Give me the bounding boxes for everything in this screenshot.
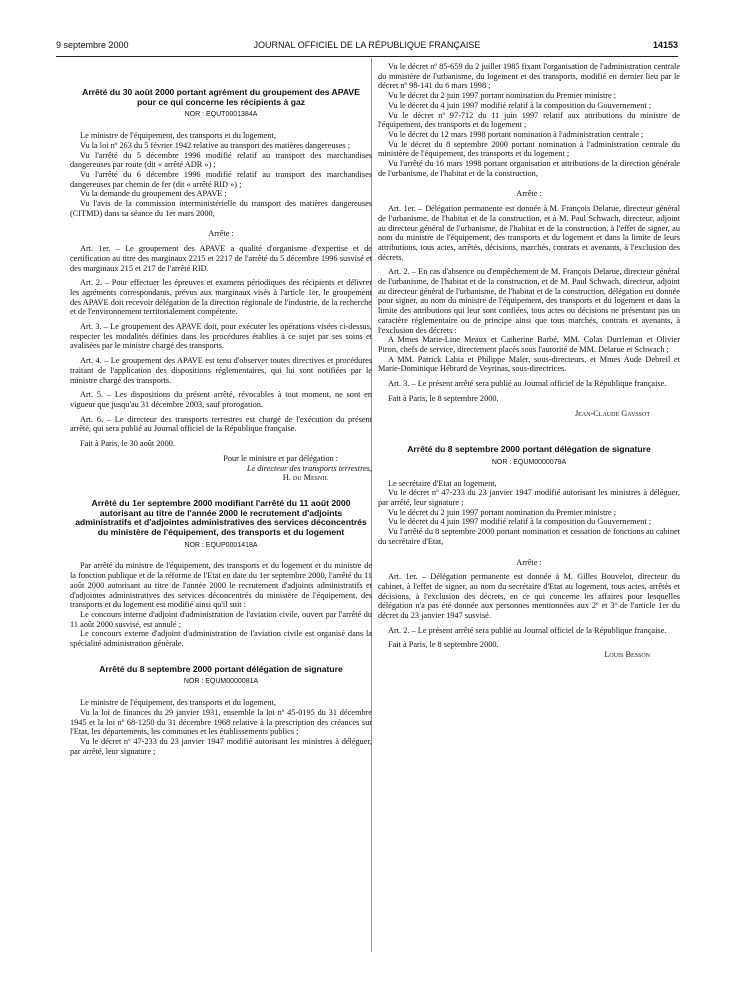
- signature-name: H. du Mesnil: [282, 473, 328, 483]
- paragraph: Par arrêté du ministre de l'équipement, des transports et du logement et du ministre de la fonction publique et de la réforme de l'Etat en date du 1er septembre 2000, l'arrêté du 11 août 2000 autorisant au titre de l'année 2000 le recrutement d'adjoints administratifs et d'adjointes administratives des services déconcentrés du ministère de l'équipement, des transports et du logement est modifié ainsi qu'il suit :: [70, 561, 372, 610]
- paragraph: Vu le décret du 12 mars 1998 portant nomination à l'administration centrale ;: [388, 129, 644, 139]
- fait-line: Fait à Paris, le 8 septembre 2000.: [388, 640, 499, 650]
- nor-reference: NOR : EQUT0001384A: [184, 111, 258, 119]
- article-paragraph: Art. 2. – Le présent arrêté sera publié au Journal officiel de la République française.: [388, 625, 667, 635]
- paragraph: Vu le décret nº 47-233 du 23 janvier 1947 modifié autorisant les ministres à déléguer, par arrêté, leur signature ;: [378, 488, 680, 508]
- paragraph: Vu l'arrêté du 5 décembre 1996 modifié relatif au transport des marchandises dangereuses par route (dit « arrêté ADR ») ;: [70, 150, 372, 170]
- article-title: Arrêté du 30 août 2000 portant agrément du groupement des APAVE pour ce qui concerne les récipients à gaz: [82, 87, 360, 107]
- article-paragraph: Art. 1er. – Délégation permanente est donnée à M. Gilles Bouvelot, directeur du cabinet, à l'effet de signer, au nom du secrétaire d'Etat au logement, tous actes, arrêtés et décisions, à l'exclusion des décrets, en ce qui concerne les affaires pour lesquelles délégation n'a pas été donnée aux personnes mentionnées aux 2º et 3º de l'article 1er du décret du 23 janvier 1947 susvisé.: [378, 572, 680, 621]
- article-paragraph: Art. 1er. – Le groupement des APAVE a qualité d'organisme d'expertise et de certification au titre des marginaux 2215 et 2217 de l'arrêté du 5 décembre 1996 susvisé et des marginaux 215 et 217 de l'arrêté RID.: [70, 244, 372, 273]
- arrete-label: Arrête :: [516, 557, 542, 567]
- signature-role: Le directeur des transports terrestres,: [246, 463, 372, 473]
- paragraph: Vu l'arrêté du 16 mars 1998 portant organisation et attributions de la direction générale de l'urbanisme, de l'habitat et de la construction,: [378, 159, 680, 178]
- article-paragraph: Art. 5. – Les dispositions du présent arrêté, révocables à tout moment, ne sont en vigueur que jusqu'au 31 décembre 2003, sauf prorogation.: [70, 390, 372, 409]
- paragraph: Vu le décret du 2 juin 1997 portant nomination du Premier ministre ;: [388, 507, 617, 517]
- left-column: [70, 88, 372, 756]
- header-date: 9 septembre 2000: [56, 40, 129, 50]
- right-column: [378, 62, 680, 660]
- paragraph: Vu la loi de finances du 29 janvier 1931, ensemble la loi nº 45-0195 du 31 décembre 1945 et la loi nº 68-1250 du 31 décembre 1968 relative à la prescription des créances sur l'Etat, les départements, les communes et les établissements publics ;: [70, 707, 372, 737]
- paragraph: Le secrétaire d'Etat au logement,: [388, 478, 497, 488]
- paragraph: Vu la demande du groupement des APAVE ;: [80, 189, 227, 199]
- paragraph: A MM. Patrick Labia et Philippe Maler, sous-directeurs, et Mmes Aude Debreil et Marie-Dominique Hébrard de Veyrinas, sous-directrices.: [378, 354, 680, 374]
- paragraph: Vu l'avis de la commission interministérielle du transport des matières dangereuses (CITMD) dans sa séance du 1er mars 2000,: [70, 199, 372, 218]
- signature-line: Pour le ministre et par délégation :: [223, 453, 338, 463]
- paragraph: Vu l'arrêté du 6 décembre 1996 modifié relatif au transport des marchandises dangereuses par chemin de fer (dit « arrêté RID ») ;: [70, 169, 372, 189]
- fait-line: Fait à Paris, le 30 août 2000.: [80, 439, 175, 449]
- signature-name: Louis Besson: [604, 650, 650, 660]
- fait-line: Fait à Paris, le 8 septembre 2000.: [388, 393, 499, 403]
- article-paragraph: Art. 3. – Le groupement des APAVE doit, pour exécuter les opérations visées ci-dessus, respecter les modalités définies dans les procédures établies à ce sujet par ses soins et avalisées par le ministre chargé des transports.: [70, 322, 372, 351]
- paragraph: Le ministre de l'équipement, des transports et du logement,: [80, 698, 276, 708]
- header-rule: [56, 56, 678, 57]
- arrete-label: Arrête :: [516, 189, 542, 199]
- article-title: Arrêté du 8 septembre 2000 portant délégation de signature: [99, 663, 343, 674]
- article-title: Arrêté du 8 septembre 2000 portant délégation de signature: [407, 444, 651, 455]
- paragraph: Vu le décret nº 97-712 du 11 juin 1997 relatif aux attributions du ministre de l'équipement, des transports et du logement ;: [378, 110, 680, 130]
- signature-name: Jean-Claude Gayssot: [574, 408, 650, 418]
- paragraph: Le concours interne d'adjoint d'administration de l'aviation civile, ouvert par l'arrêté du 11 août 2000 susvisé, est annulé ;: [70, 609, 372, 629]
- paragraph: Vu la loi nº 263 du 5 février 1942 relative au transport des matières dangereuses ;: [80, 140, 351, 150]
- article-paragraph: Art. 3. – Le présent arrêté sera publié au Journal officiel de la République française.: [388, 379, 667, 389]
- paragraph: Vu le décret du 2 juin 1997 portant nomination du Premier ministre ;: [388, 91, 617, 101]
- article-paragraph: Art. 4. – Le groupement des APAVE est tenu d'observer toutes directives et procédures traitant de l'application des dispositions réglementaires, qui lui sont notifiées par le ministre chargé des transports.: [70, 356, 372, 385]
- paragraph: Vu l'arrêté du 8 septembre 2000 portant nomination et cessation de fonctions au cabinet du secrétaire d'Etat,: [378, 527, 680, 546]
- nor-reference: NOR : EQUP0001418A: [184, 541, 258, 549]
- nor-reference: NOR : EQUM0000081A: [183, 678, 259, 686]
- arrete-label: Arrête :: [208, 229, 234, 239]
- paragraph: Le concours externe d'adjoint d'administration de l'aviation civile est organisé dans la spécialité administration générale.: [70, 629, 372, 649]
- page-header: [56, 40, 678, 54]
- article-paragraph: Art. 6. – Le directeur des transports terrestres est chargé de l'exécution du présent arrêté, qui sera publié au Journal officiel de la République française.: [70, 414, 372, 434]
- article-title: Arrêté du 1er septembre 2000 modifiant l'arrêté du 11 août 2000 autorisant au titre de l'année 2000 le recrutement d'adjoints administratifs et d'adjointes administratives des services déconcentrés du ministère de l'équipement, des transports et du logement: [75, 497, 367, 538]
- article-paragraph: Art. 2. – En cas d'absence ou d'empêchement de M. François Delarue, directeur général de l'urbanisme, de l'habitat et de la construction, et de M. Paul Schwach, directeur, adjoint au directeur général de l'urbanisme, de l'habitat et de la construction, délégation est donnée pour signer, au nom du ministre de l'équipement, des transports et du logement et dans la limite des attributions qui leur sont confiées, tous actes ou décisions ne présentant pas un caractère réglementaire ou de principe ainsi que tous marchés, contrats et avenants, à l'exclusion des décrets :: [378, 267, 680, 335]
- article-paragraph: Art. 1er. – Délégation permanente est donnée à M. François Delarue, directeur général de l'urbanisme, de l'habitat et de la construction, et à M. Paul Schwach, directeur, adjoint au directeur général de l'urbanisme, de l'habitat et de la construction, à l'effet de signer, au nom du ministre de l'équipement, des transports et du logement et dans la limite de leurs attributions, tous actes, arrêtés, décisions, marchés, contrats et avenants, à l'exclusion des décrets.: [378, 204, 680, 262]
- paragraph: Vu le décret du 4 juin 1997 modifié relatif à la composition du Gouvernement ;: [388, 100, 652, 110]
- nor-reference: NOR : EQUM0000079A: [491, 458, 567, 466]
- paragraph: Vu le décret du 4 juin 1997 modifié relatif à la composition du Gouvernement ;: [388, 517, 652, 527]
- article-paragraph: Art. 2. – Pour effectuer les épreuves et examens périodiques des récipients et délivrer les agréments correspondants, prévus aux marginaux visés à l'article 1er, le groupement des APAVE doit recevoir délégation de la direction régionale de l'industrie, de la recherche et de l'environnement territorialement compétente.: [70, 278, 372, 317]
- paragraph: Le ministre de l'équipement, des transports et du logement,: [80, 131, 276, 141]
- header-title: JOURNAL OFFICIEL DE LA RÉPUBLIQUE FRANÇAISE: [253, 40, 481, 50]
- header-page-number: 14153: [652, 40, 678, 50]
- paragraph: Vu le décret du 8 septembre 2000 portant nomination à l'administration centrale du ministère de l'équipement, des transports et du logement ;: [378, 139, 680, 159]
- paragraph: A Mmes Marie-Line Meaux et Catherine Barbé, MM. Colas Durrleman et Olivier Piron, chefs de service, directement placés sous l'autorité de MM. Delarue et Schwach ;: [378, 335, 680, 354]
- paragraph: Vu le décret nº 47-233 du 23 janvier 1947 modifié autorisant les ministres à déléguer, par arrêté, leur signature ;: [70, 736, 372, 756]
- paragraph: Vu le décret nº 85-659 du 2 juillet 1985 fixant l'organisation de l'administration centrale du ministère de l'urbanisme, du logement et des transports, modifié en dernier lieu par le décret nº 98-141 du 6 mars 1998 ;: [378, 62, 680, 91]
